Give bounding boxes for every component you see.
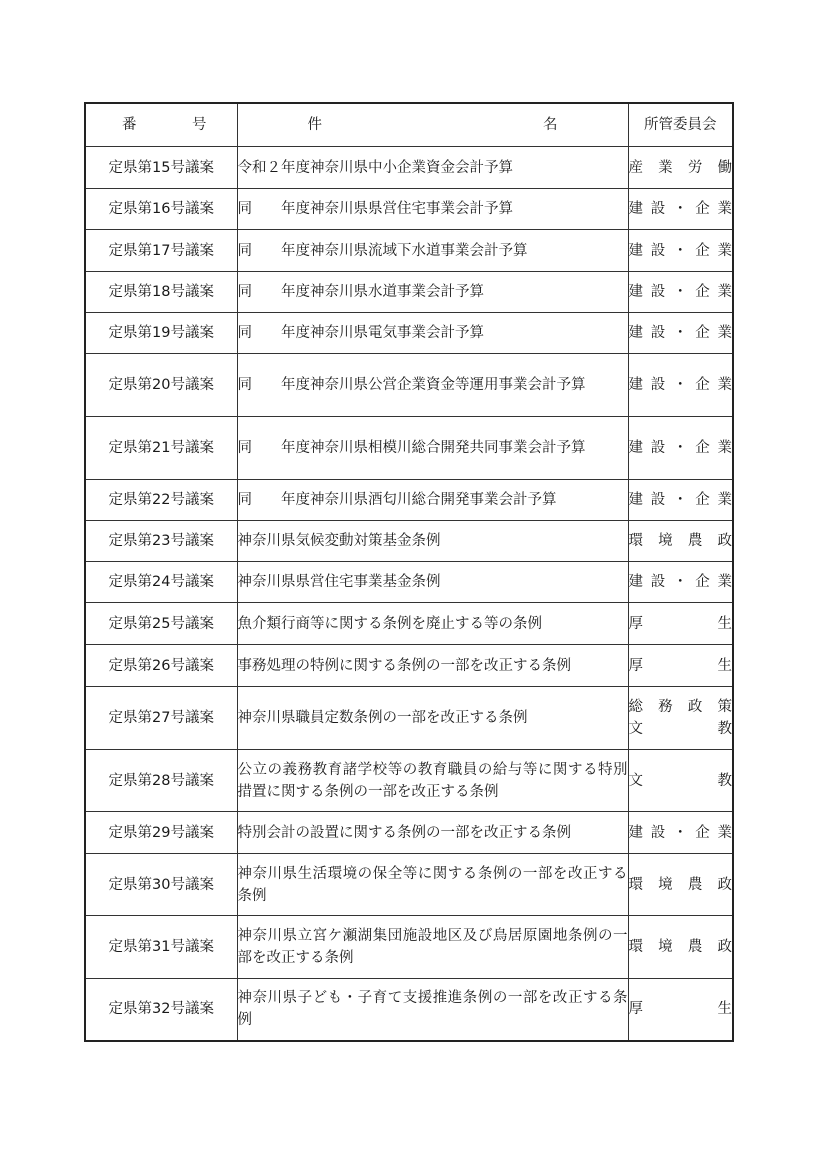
bill-number: 定県第22号議案 [85,480,237,521]
table-row [85,603,733,645]
committee-cell [628,916,733,979]
table-row [85,645,733,687]
bill-number: 定県第30号議案 [85,854,237,916]
committee-cell [628,979,733,1041]
bill-number: 定県第15号議案 [85,147,237,189]
table-row [85,521,733,562]
committee-name: 文 教 [628,721,732,737]
table-row [85,272,733,313]
table-row [85,562,733,603]
header-number-char: 番 [122,117,137,133]
bill-number: 定県第24号議案 [85,562,237,603]
committee-name: 厚 生 [628,615,732,632]
committee-name: 環 境 農 政 [628,939,732,955]
committee-name: 建 設 ・ 企 業 [628,325,732,341]
committee-name: 建 設 ・ 企 業 [628,824,732,841]
bill-title: 神奈川県気候変動対策基金条例 [237,521,628,562]
bill-number: 定県第16号議案 [85,189,237,230]
committee-cell [628,562,733,603]
header-name-char: 件 [307,117,322,133]
bill-title: 同 年度神奈川県県営住宅事業会計予算 [237,189,628,230]
table-row [85,480,733,521]
table-row [85,313,733,354]
committee-cell [628,354,733,417]
header-name-char: 名 [543,117,558,133]
bill-title: 神奈川県生活環境の保全等に関する条例の一部を改正する条例 [237,854,628,916]
bill-title: 同 年度神奈川県相模川総合開発共同事業会計予算 [237,417,628,480]
table-row [85,354,733,417]
bill-number: 定県第19号議案 [85,313,237,354]
bill-title: 同 年度神奈川県酒匂川総合開発事業会計予算 [237,480,628,521]
agenda-table [84,102,734,1042]
bill-number: 定県第23号議案 [85,521,237,562]
committee-name: 産 業 労 働 [628,159,732,176]
bill-title: 同 年度神奈川県水道事業会計予算 [237,272,628,313]
committee-cell [628,313,733,354]
committee-name: 文 教 [628,772,732,789]
committee-name: 建 設 ・ 企 業 [628,284,732,300]
header-committee: 所管委員会 [628,103,733,147]
header-number-char: 号 [192,117,207,133]
committee-name: 建 設 ・ 企 業 [628,440,732,456]
table-row [85,189,733,230]
table-row [85,979,733,1041]
committee-cell [628,147,733,189]
table-row [85,916,733,979]
bill-title: 同 年度神奈川県流域下水道事業会計予算 [237,230,628,272]
bill-number: 定県第29号議案 [85,812,237,854]
committee-cell [628,480,733,521]
committee-name: 環 境 農 政 [628,533,732,549]
bill-title: 令和２年度神奈川県中小企業資金会計予算 [237,147,628,189]
committee-name: 総 務 政 策 [628,699,732,715]
committee-cell [628,521,733,562]
header-name [237,103,628,147]
committee-cell [628,854,733,916]
committee-name: 厚 生 [628,1001,732,1018]
committee-cell [628,645,733,687]
table-row [85,812,733,854]
header-number [85,103,237,147]
committee-cell [628,230,733,272]
bill-number: 定県第17号議案 [85,230,237,272]
table-row [85,687,733,750]
committee-name: 厚 生 [628,657,732,674]
bill-number: 定県第20号議案 [85,354,237,417]
bill-title: 神奈川県子ども・子育て支援推進条例の一部を改正する条例 [237,979,628,1041]
committee-cell [628,812,733,854]
bill-number: 定県第27号議案 [85,687,237,750]
bill-title: 公立の義務教育諸学校等の教育職員の給与等に関する特別措置に関する条例の一部を改正する条例 [237,750,628,812]
committee-cell [628,603,733,645]
bill-title: 事務処理の特例に関する条例の一部を改正する条例 [237,645,628,687]
table-row [85,854,733,916]
committee-name: 建 設 ・ 企 業 [628,377,732,393]
bill-number: 定県第26号議案 [85,645,237,687]
bill-number: 定県第28号議案 [85,750,237,812]
committee-name: 建 設 ・ 企 業 [628,574,732,590]
committee-name: 建 設 ・ 企 業 [628,242,732,259]
committee-cell [628,417,733,480]
bill-title: 神奈川県職員定数条例の一部を改正する条例 [237,687,628,750]
bill-number: 定県第18号議案 [85,272,237,313]
bill-title: 特別会計の設置に関する条例の一部を改正する条例 [237,812,628,854]
bill-title: 魚介類行商等に関する条例を廃止する等の条例 [237,603,628,645]
committee-cell [628,687,733,750]
committee-name: 環 境 農 政 [628,876,732,893]
table-row [85,230,733,272]
table-row [85,417,733,480]
table-row [85,147,733,189]
bill-title: 同 年度神奈川県公営企業資金等運用事業会計予算 [237,354,628,417]
bill-title: 神奈川県県営住宅事業基金条例 [237,562,628,603]
bill-number: 定県第25号議案 [85,603,237,645]
bill-title: 神奈川県立宮ケ瀬湖集団施設地区及び鳥居原園地条例の一部を改正する条例 [237,916,628,979]
committee-cell [628,189,733,230]
committee-name: 建 設 ・ 企 業 [628,492,732,508]
table-row [85,750,733,812]
bill-number: 定県第21号議案 [85,417,237,480]
bill-number: 定県第32号議案 [85,979,237,1041]
committee-cell [628,272,733,313]
header-row [85,103,733,147]
committee-name: 建 設 ・ 企 業 [628,201,732,217]
committee-cell [628,750,733,812]
bill-title: 同 年度神奈川県電気事業会計予算 [237,313,628,354]
bill-number: 定県第31号議案 [85,916,237,979]
